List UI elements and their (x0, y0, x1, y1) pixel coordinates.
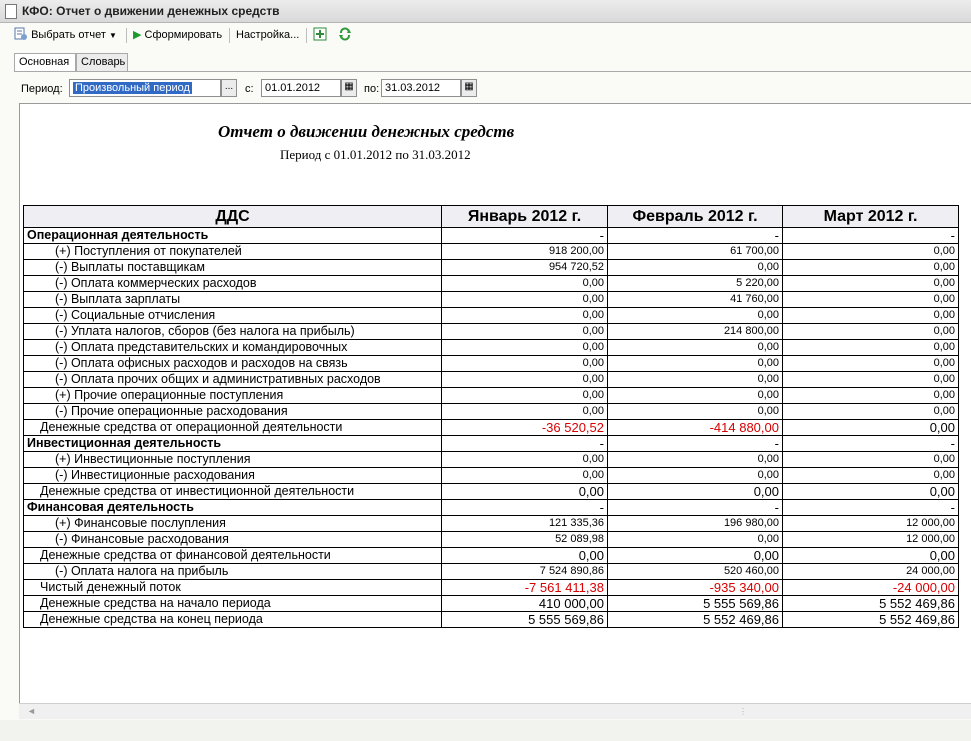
row-label: (+) Финансовые послупления (24, 516, 442, 532)
row-label: (-) Оплата представительских и командировочных (24, 340, 442, 356)
table-row (24, 596, 959, 612)
cell-value: 0,00 (608, 452, 783, 468)
cell-value: -36 520,52 (442, 420, 608, 436)
cell-value: -414 880,00 (608, 420, 783, 436)
column-header: Февраль 2012 г. (608, 206, 783, 228)
cell-value: 0,00 (783, 292, 959, 308)
table-row (24, 340, 959, 356)
cell-value: 0,00 (783, 468, 959, 484)
table-row (24, 468, 959, 484)
cell-value: 0,00 (442, 548, 608, 564)
cell-value: 918 200,00 (442, 244, 608, 260)
tab-dictionary[interactable]: Словарь (76, 53, 128, 71)
table-row (24, 500, 959, 516)
row-label: (-) Оплата прочих общих и административных расходов (24, 372, 442, 388)
cell-value: 61 700,00 (608, 244, 783, 260)
row-label: (-) Финансовые расходования (24, 532, 442, 548)
table-row (24, 324, 959, 340)
toolbar (0, 23, 971, 47)
table-row (24, 372, 959, 388)
table-row (24, 484, 959, 500)
cell-value: - (442, 436, 608, 452)
cell-value: 214 800,00 (608, 324, 783, 340)
row-label: (-) Прочие операционные расходования (24, 404, 442, 420)
cell-value: -24 000,00 (783, 580, 959, 596)
cell-value: - (783, 228, 959, 244)
cell-value: 0,00 (608, 260, 783, 276)
settings-button[interactable] (236, 26, 299, 44)
cell-value: -935 340,00 (608, 580, 783, 596)
cell-value: 12 000,00 (783, 532, 959, 548)
cell-value: 0,00 (442, 452, 608, 468)
cell-value: 954 720,52 (442, 260, 608, 276)
date-from-input[interactable] (261, 79, 341, 97)
report-subtitle: Период с 01.01.2012 по 31.03.2012 (280, 147, 471, 162)
cell-value: 5 552 469,86 (608, 612, 783, 628)
cell-value: 52 089,98 (442, 532, 608, 548)
play-icon: ▶ (133, 29, 142, 41)
table-row (24, 516, 959, 532)
cell-value: 0,00 (783, 308, 959, 324)
settings-label: Настройка... (236, 29, 300, 41)
cell-value: 520 460,00 (608, 564, 783, 580)
calendar-icon: ▦ (464, 81, 474, 92)
add-button[interactable] (313, 26, 327, 44)
period-type-field[interactable] (69, 79, 221, 97)
table-row (24, 420, 959, 436)
header-row (24, 206, 959, 228)
table-row (24, 292, 959, 308)
cell-value: 0,00 (608, 468, 783, 484)
report-title: Отчет о движении денежных средств (218, 122, 515, 141)
status-area (0, 720, 971, 741)
document-icon (5, 4, 17, 19)
table-row (24, 260, 959, 276)
calendar-to-button[interactable] (461, 79, 477, 97)
row-label: Инвестиционная деятельность (24, 436, 442, 452)
cell-value: 0,00 (783, 452, 959, 468)
calendar-from-button[interactable] (341, 79, 357, 97)
select-report-button[interactable] (14, 26, 117, 44)
cell-value: -7 561 411,38 (442, 580, 608, 596)
cell-value: 196 980,00 (608, 516, 783, 532)
cell-value: 41 760,00 (608, 292, 783, 308)
period-row (0, 78, 971, 100)
cell-value: 0,00 (783, 324, 959, 340)
table-row (24, 388, 959, 404)
date-to-input[interactable] (381, 79, 461, 97)
tab-main[interactable]: Основная (14, 53, 76, 72)
scroll-thumb[interactable]: ⋮ (739, 707, 747, 716)
cell-value: 0,00 (442, 308, 608, 324)
refresh-icon (338, 27, 352, 41)
cell-value: 0,00 (783, 372, 959, 388)
cell-value: 0,00 (608, 356, 783, 372)
table-row (24, 452, 959, 468)
horizontal-scrollbar[interactable] (19, 703, 971, 719)
cell-value: 0,00 (442, 340, 608, 356)
cell-value: 0,00 (608, 388, 783, 404)
cell-value: 24 000,00 (783, 564, 959, 580)
report-area (19, 103, 971, 704)
row-label: (-) Уплата налогов, сборов (без налога на прибыль) (24, 324, 442, 340)
cell-value: 0,00 (783, 404, 959, 420)
cell-value: 0,00 (608, 340, 783, 356)
cell-value: 5 555 569,86 (608, 596, 783, 612)
cell-value: 0,00 (442, 372, 608, 388)
table-row (24, 308, 959, 324)
report-list-icon (14, 27, 28, 41)
cell-value: - (783, 436, 959, 452)
period-select-button[interactable]: ... (221, 79, 237, 97)
column-header: Январь 2012 г. (442, 206, 608, 228)
table-row (24, 548, 959, 564)
period-label: Период: (21, 83, 63, 95)
cell-value: 0,00 (783, 420, 959, 436)
cell-value: 7 524 890,86 (442, 564, 608, 580)
cell-value: 5 552 469,86 (783, 612, 959, 628)
cell-value: - (608, 500, 783, 516)
table-row (24, 276, 959, 292)
table-row (24, 564, 959, 580)
cell-value: 12 000,00 (783, 516, 959, 532)
generate-label: Сформировать (144, 29, 223, 41)
from-label: с: (245, 83, 254, 95)
row-label: (+) Инвестиционные поступления (24, 452, 442, 468)
cell-value: 0,00 (783, 356, 959, 372)
row-label: Денежные средства на начало периода (24, 596, 442, 612)
add-icon (313, 27, 327, 41)
column-header: ДДС (24, 206, 442, 228)
table-row (24, 532, 959, 548)
scroll-left-icon[interactable]: ◄ (27, 706, 36, 716)
generate-button[interactable] (133, 26, 222, 44)
row-label: (-) Социальные отчисления (24, 308, 442, 324)
table-row (24, 244, 959, 260)
table-row (24, 228, 959, 244)
cell-value: - (608, 228, 783, 244)
period-type-value: Произвольный период (75, 82, 190, 94)
row-label: Операционная деятельность (24, 228, 442, 244)
cell-value: 0,00 (608, 484, 783, 500)
cell-value: 0,00 (783, 276, 959, 292)
row-label: Денежные средства от финансовой деятельности (24, 548, 442, 564)
cell-value: 0,00 (783, 340, 959, 356)
cell-value: 0,00 (442, 324, 608, 340)
cell-value: 0,00 (442, 292, 608, 308)
cell-value: 410 000,00 (442, 596, 608, 612)
cell-value: 121 335,36 (442, 516, 608, 532)
cell-value: - (608, 436, 783, 452)
cell-value: 0,00 (783, 484, 959, 500)
cell-value: 0,00 (608, 308, 783, 324)
row-label: Денежные средства от инвестиционной деятельности (24, 484, 442, 500)
row-label: (-) Инвестиционные расходования (24, 468, 442, 484)
report-table (23, 205, 959, 628)
cell-value: 5 555 569,86 (442, 612, 608, 628)
row-label: Чистый денежный поток (24, 580, 442, 596)
cell-value: - (783, 500, 959, 516)
cell-value: 0,00 (442, 356, 608, 372)
row-label: (-) Выплаты поставщикам (24, 260, 442, 276)
cell-value: - (442, 500, 608, 516)
cell-value: 5 220,00 (608, 276, 783, 292)
cell-value: 0,00 (442, 388, 608, 404)
row-label: (+) Поступления от покупателей (24, 244, 442, 260)
cell-value: 0,00 (442, 468, 608, 484)
cell-value: 0,00 (783, 548, 959, 564)
window-title: КФО: Отчет о движении денежных средств (22, 4, 280, 18)
row-label: Денежные средства от операционной деятельности (24, 420, 442, 436)
table-row (24, 356, 959, 372)
cell-value: 0,00 (783, 388, 959, 404)
cell-value: 0,00 (608, 404, 783, 420)
table-row (24, 580, 959, 596)
row-label: (+) Прочие операционные поступления (24, 388, 442, 404)
cell-value: 0,00 (442, 276, 608, 292)
to-label: по: (364, 83, 380, 95)
row-label: Денежные средства на конец периода (24, 612, 442, 628)
select-report-label: Выбрать отчет (31, 29, 106, 41)
table-row (24, 404, 959, 420)
cell-value: 0,00 (442, 484, 608, 500)
row-label: (-) Оплата налога на прибыль (24, 564, 442, 580)
cell-value: - (442, 228, 608, 244)
dropdown-arrow-icon: ▼ (108, 31, 117, 40)
cell-value: 0,00 (783, 244, 959, 260)
column-header: Март 2012 г. (783, 206, 959, 228)
cell-value: 0,00 (783, 260, 959, 276)
row-label: (-) Оплата офисных расходов и расходов на связь (24, 356, 442, 372)
row-label: Финансовая деятельность (24, 500, 442, 516)
cell-value: 0,00 (442, 404, 608, 420)
date-to-value: 31.03.2012 (385, 82, 441, 94)
refresh-button[interactable] (338, 26, 352, 44)
table-row (24, 436, 959, 452)
row-label: (-) Оплата коммерческих расходов (24, 276, 442, 292)
calendar-icon: ▦ (344, 81, 354, 92)
date-from-value: 01.01.2012 (265, 82, 321, 94)
cell-value: 0,00 (608, 548, 783, 564)
row-label: (-) Выплата зарплаты (24, 292, 442, 308)
table-row (24, 612, 959, 628)
cell-value: 0,00 (608, 532, 783, 548)
title-bar (0, 0, 971, 23)
cell-value: 5 552 469,86 (783, 596, 959, 612)
cell-value: 0,00 (608, 372, 783, 388)
